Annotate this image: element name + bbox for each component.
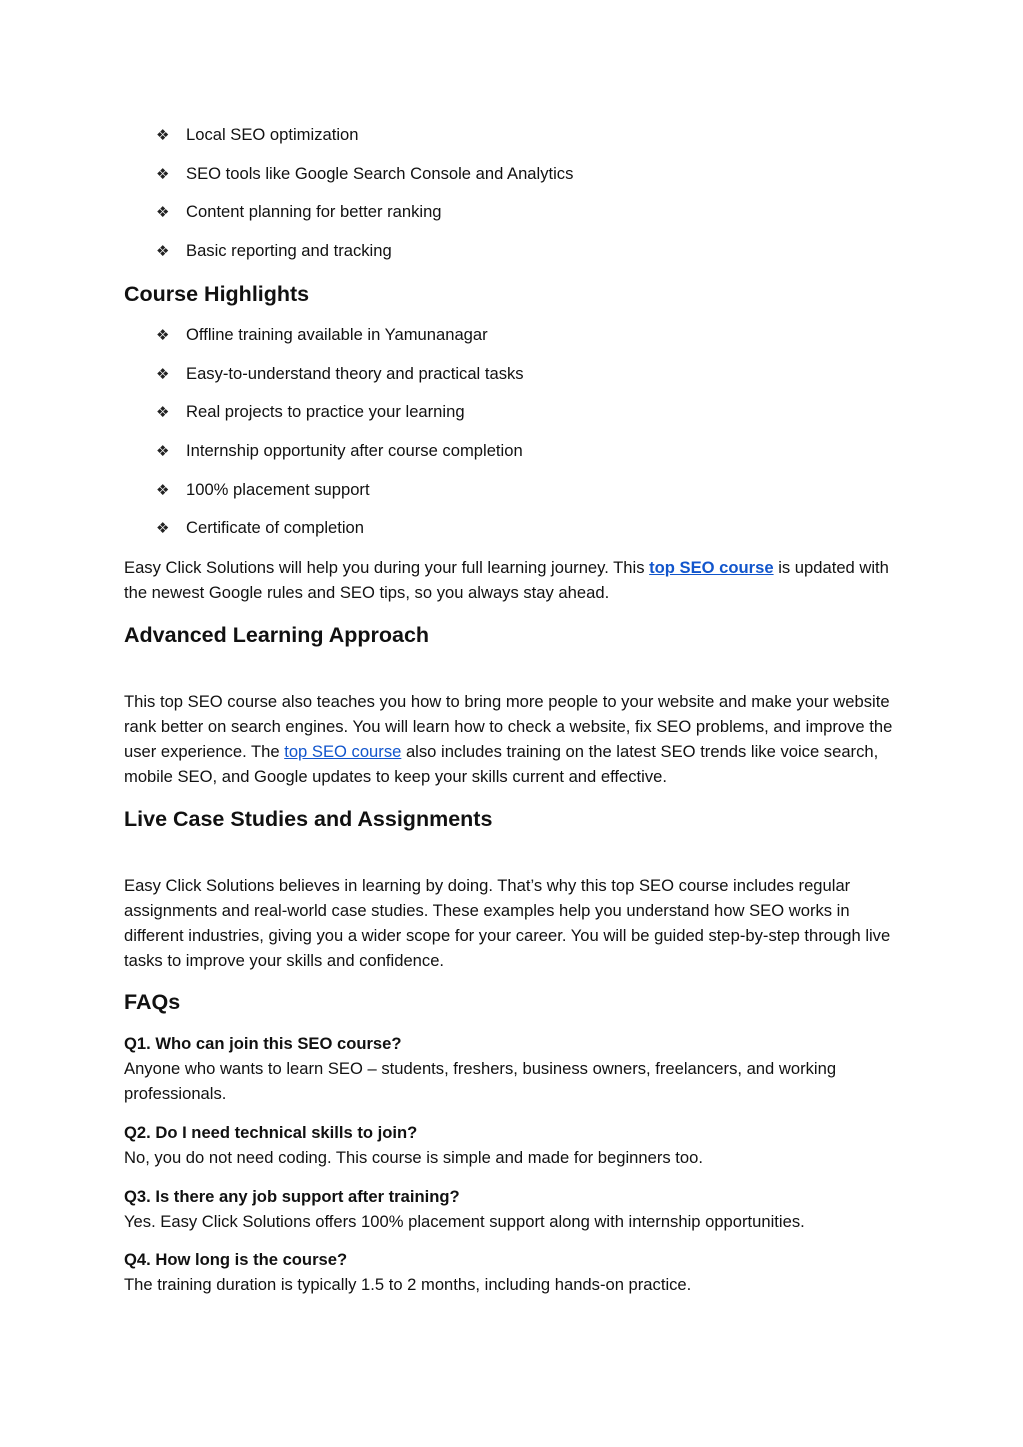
case-studies-heading: Live Case Studies and Assignments (124, 807, 493, 831)
diamond-bullet-icon: ❖ (156, 126, 170, 144)
diamond-bullet-icon: ❖ (156, 242, 170, 261)
faq-answer: The training duration is typically 1.5 to 2 months, including hands-on practice. (124, 1275, 692, 1294)
faqs-heading: FAQs (124, 990, 181, 1014)
case-studies-paragraph: Easy Click Solutions believes in learning by doing. That’s why this top SEO course includes regular assignments and real-world case studies. These examples help you understand how SEO works in different industries, giving you a wider scope for your career. You will be guided step-by-step through live tasks to improve your skills and confidence. (124, 876, 891, 970)
list-item: ❖ Real projects to practice your learning (156, 400, 524, 439)
faq-question: Q1. Who can join this SEO course? (124, 1034, 402, 1053)
diamond-bullet-icon: ❖ (156, 403, 170, 422)
list-item: ❖ Local SEO optimization (156, 123, 573, 162)
highlights-paragraph: Easy Click Solutions will help you during your full learning journey. This top SEO course is updated with the newest Google rules and SEO tips, so you always stay ahead. (124, 558, 889, 602)
faq-item (124, 1184, 904, 1234)
list-item: ❖ Easy-to-understand theory and practical tasks (156, 362, 524, 401)
diamond-bullet-icon: ❖ (156, 326, 170, 344)
list-item: ❖ SEO tools like Google Search Console and Analytics (156, 162, 573, 201)
list-item: ❖ Certificate of completion (156, 516, 524, 555)
diamond-bullet-icon: ❖ (156, 442, 170, 461)
list-item: ❖ Offline training available in Yamunanagar (156, 323, 524, 362)
diamond-bullet-icon: ❖ (156, 364, 170, 383)
list-item: ❖ Content planning for better ranking (156, 200, 573, 239)
faq-item (124, 1247, 904, 1297)
diamond-bullet-icon: ❖ (156, 480, 170, 499)
faq-question: Q2. Do I need technical skills to join? (124, 1123, 418, 1142)
faq-answer: Anyone who wants to learn SEO – students, freshers, business owners, freelancers, and working professionals. (124, 1059, 837, 1103)
top-seo-course-link[interactable]: top SEO course (284, 742, 402, 761)
faq-answer: Yes. Easy Click Solutions offers 100% placement support along with internship opportunities. (124, 1212, 805, 1231)
diamond-bullet-icon: ❖ (156, 203, 170, 222)
faq-question: Q3. Is there any job support after training? (124, 1187, 460, 1206)
diamond-bullet-icon: ❖ (156, 519, 170, 538)
advanced-paragraph: This top SEO course also teaches you how to bring more people to your website and make your website rank better on search engines. You will learn how to check a website, fix SEO problems, and improve the user experience. The top SEO course also includes training on the latest SEO trends like voice search, mobile SEO, and Google updates to keep your skills current and effective. (124, 692, 893, 786)
faq-item (124, 1120, 904, 1170)
faq-answer: No, you do not need coding. This course is simple and made for beginners too. (124, 1148, 703, 1167)
intro-bullet-list (156, 123, 573, 278)
course-highlights-heading: Course Highlights (124, 282, 310, 306)
highlights-bullet-list (156, 323, 524, 555)
list-item: ❖ 100% placement support (156, 478, 524, 517)
faq-question: Q4. How long is the course? (124, 1250, 348, 1269)
diamond-bullet-icon: ❖ (156, 164, 170, 183)
advanced-learning-heading: Advanced Learning Approach (124, 623, 430, 647)
list-item: ❖ Basic reporting and tracking (156, 239, 573, 278)
faq-item (124, 1031, 904, 1106)
top-seo-course-link[interactable]: top SEO course (649, 558, 774, 577)
list-item: ❖ Internship opportunity after course completion (156, 439, 524, 478)
